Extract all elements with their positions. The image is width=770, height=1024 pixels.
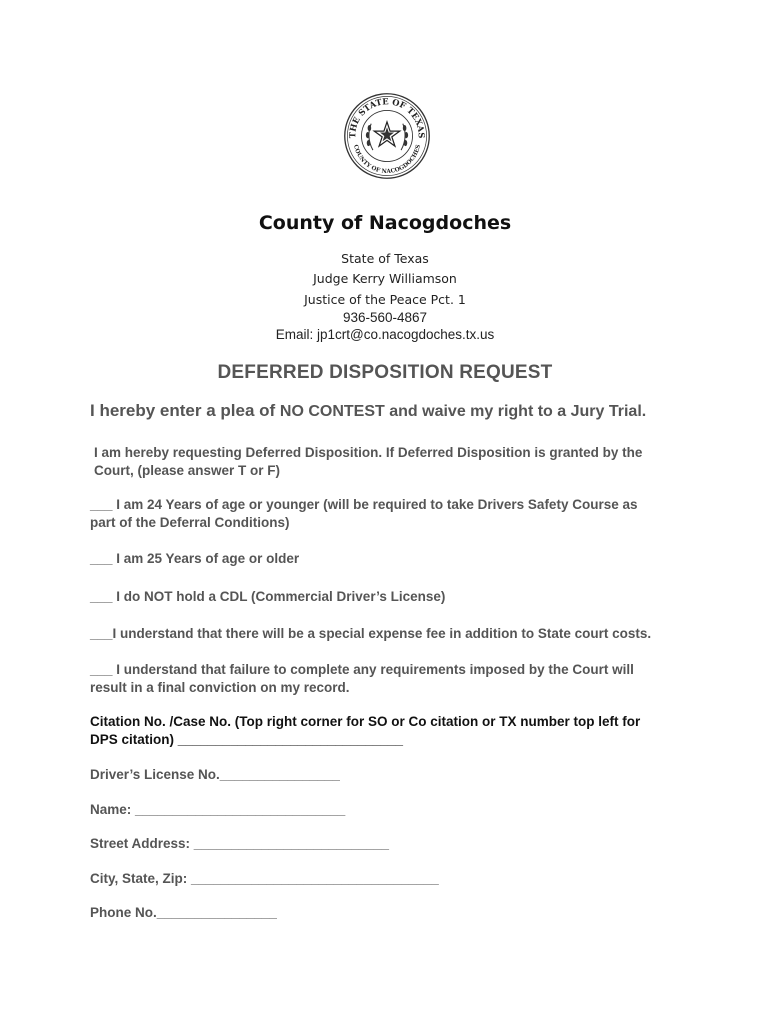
plea-statement: [90, 402, 690, 421]
texas-county-seal: [343, 92, 431, 180]
seal-text-top: THE STATE OF TEXAS: [347, 96, 427, 139]
checkbox-item-under-24[interactable]: ___ I am 24 Years of age or younger (will be required to take Drivers Safety Course as part of the Deferral Conditions): [90, 497, 638, 530]
plea-prefix: I hereby enter a plea of: [90, 401, 280, 420]
drivers-license-field[interactable]: Driver’s License No.________________: [90, 767, 340, 782]
phone-line: 936-560-4867: [342, 310, 428, 325]
email-line: Email: jp1crt@co.nacogdoches.tx.us: [275, 327, 495, 342]
checkbox-item-failure-conviction[interactable]: ___ I understand that failure to complete any requirements imposed by the Court will result in a final conviction on my record.: [90, 662, 634, 695]
county-title: County of Nacogdoches: [258, 212, 512, 234]
judge-line: Judge Kerry Williamson: [313, 271, 457, 286]
form-heading: DEFERRED DISPOSITION REQUEST: [217, 362, 553, 383]
checkbox-item-expense-fee[interactable]: ___I understand that there will be a special expense fee in addition to State court costs.: [90, 626, 652, 641]
checkbox-item-no-cdl[interactable]: ___ I do NOT hold a CDL (Commercial Driver’s License): [90, 589, 446, 604]
phone-field[interactable]: Phone No.________________: [90, 905, 277, 920]
plea-rest: NO CONTEST and waive my right to a Jury Trial.: [279, 403, 647, 420]
office-line: Justice of the Peace Pct. 1: [304, 292, 466, 307]
citation-field[interactable]: Citation No. /Case No. (Top right corner for SO or Co citation or TX number top left for DPS citation) ______________________________: [90, 714, 641, 747]
state-line: State of Texas: [341, 251, 429, 266]
seal-text-bottom: COUNTY OF NACOGDOCHES: [352, 144, 422, 176]
checkbox-item-25-or-older[interactable]: ___ I am 25 Years of age or older: [90, 551, 300, 566]
request-paragraph: I am hereby requesting Deferred Disposition. If Deferred Disposition is granted by the Court, (please answer T or F): [94, 445, 643, 478]
street-address-field[interactable]: Street Address: __________________________: [90, 836, 389, 851]
city-state-zip-field[interactable]: City, State, Zip: _________________________________: [90, 871, 439, 886]
name-field[interactable]: Name: ____________________________: [90, 802, 346, 817]
